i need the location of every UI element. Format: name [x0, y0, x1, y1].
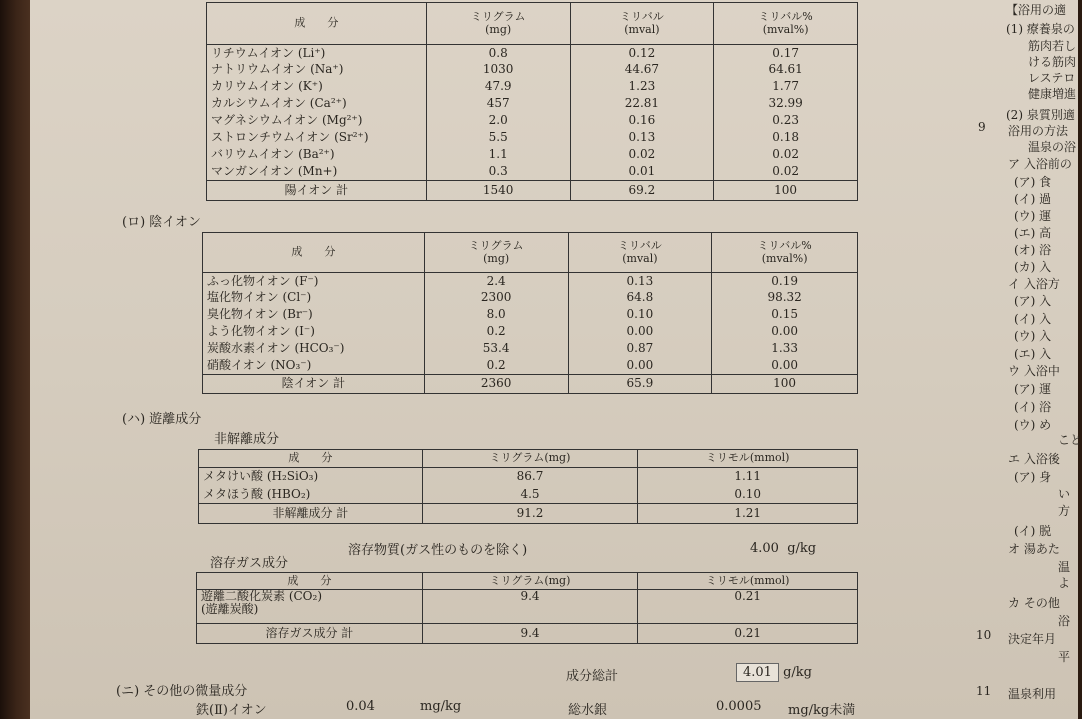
table-row: 炭酸水素イオン (HCO₃⁻) 53.4 0.87 1.33 [203, 341, 858, 358]
total-label: 成分総計 [566, 669, 619, 684]
table-row: 遊離二酸化炭素 (CO₂) (遊離炭酸) 9.4 0.21 [197, 590, 858, 624]
header-mval-pct: ミリバル% (mval%) [714, 3, 858, 45]
gas-title: 溶存ガス成分 [210, 556, 289, 571]
table-row: カルシウムイオン (Ca²⁺) 457 22.81 32.99 [207, 96, 858, 113]
dissolved-value: 4.00 g/kg [750, 541, 817, 556]
nondissoc-title: 非解離成分 [214, 432, 280, 447]
document-page: 成 分 ミリグラム (mg) ミリバル (mval) ミリバル% (mval%) リチウムイオン (Li⁺) 0.8 0.12 0.17 ナトリウムイオン (Na⁺) 1030 44.67 64.61 カリウムイオン (K⁺) 47.9 1.23 1.77 カルシウムイオン (Ca²⁺) 457 22.81 32.99 マグネシウムイオン (Mg²⁺) 2.0 0.16 0.23 ストロンチウムイオン (Sr²⁺) 5.5 0.13 0.18 バリウムイオン (Ba²⁺) 1.1 0.02 0.02 マンガンイオン (Mn+) 0.3 0.01 0.02 陽イオン 計 1540 69.2 100 (ロ) 陰イオン 成 分 ミリグラム (mg) ミリバル (mval) ミリバル% (mval%) ふっ化物イオン (F⁻) 2.4 0.13 0.19 塩化物イオン (Cl⁻) 2300 64.8 98.32 臭化物イオン (Br⁻) 8.0 0.10 0.15 よう化物イオン (I⁻) 0.2 0.00 0.00 炭酸水素イオン (HCO₃⁻) 53.4 0.87 1.33 硝酸イオン (NO₃⁻) 0.2 0.00 0.00 陰イオン 計 2360 65.9 100 (ハ) 遊離成分 非解離成分 成 分 ミリグラム(mg) ミリモル(mmol) メタけい酸 (H₂SiO₃) 86.7 1.11 メタほう酸 (HBO₂) 4.5 0.10 非解離成分 計 91.2 1.21 溶存物質(ガス性のものを除く) 4.00 g/kg 溶存ガス成分 成 分 ミリグラム(mg) ミリモル(mmol) 遊離二酸化炭素 (CO₂) (遊離炭酸) 9.4 0.21 溶存ガス成分 計 9.4 0.21 成分総計 4.01 g/kg (ニ) その他の微量成分 鉄(Ⅱ)イオン 0.04 mg/kg 総水銀 0.0005 mg/kg未満 9 10 11 【浴用の適 (1) 療養泉の 筋肉若し ける筋肉 レステロ 健康増進 (2) 泉質別適 浴用の方法 温泉の浴 ア 入浴前の (ア) 食 (イ) 過 (ウ) 運 (エ) 高 (オ) 浴 (カ) 入 イ 入浴方 (ア) 入 (イ) 入 (ウ) 入 (エ) 入 ウ 入浴中 (ア) 運 (イ) 浴 (ウ) め こと エ 入浴後 (ア) 身 い 方 (イ) 脱 オ 湯あた 温 よ カ その他 浴 決定年月 平 温泉利用 [30, 0, 1078, 719]
table-total-row: 陰イオン 計 2360 65.9 100 [203, 375, 858, 394]
table-row: メタほう酸 (HBO₂) 4.5 0.10 [199, 486, 858, 504]
header-component: 成 分 [203, 233, 425, 273]
table-row: 塩化物イオン (Cl⁻) 2300 64.8 98.32 [203, 290, 858, 307]
table-header-row [197, 573, 858, 590]
table-total-row: 非解離成分 計 91.2 1.21 [199, 504, 858, 524]
right-number-11: 11 [976, 684, 992, 698]
free-section-title: (ハ) 遊離成分 [122, 412, 202, 427]
total-value: 4.01 g/kg [736, 665, 812, 680]
right-number-9: 9 [978, 120, 986, 134]
header-mg: ミリグラム(mg) [422, 573, 638, 590]
header-mval: ミリバル (mval) [570, 3, 714, 45]
table-header-row [207, 3, 858, 45]
table-row: バリウムイオン (Ba²⁺) 1.1 0.02 0.02 [207, 147, 858, 164]
header-mg: ミリグラム (mg) [424, 233, 568, 273]
table-row: ストロンチウムイオン (Sr²⁺) 5.5 0.13 0.18 [207, 130, 858, 147]
header-component: 成 分 [207, 3, 427, 45]
header-mval-pct: ミリバル% (mval%) [712, 233, 858, 273]
table-row: ふっ化物イオン (F⁻) 2.4 0.13 0.19 [203, 273, 858, 290]
table-header-row [203, 233, 858, 273]
table-total-row: 溶存ガス成分 計 9.4 0.21 [197, 624, 858, 644]
anion-section-title: (ロ) 陰イオン [122, 215, 201, 230]
table-row: メタけい酸 (H₂SiO₃) 86.7 1.11 [199, 468, 858, 486]
header-mmol: ミリモル(mmol) [638, 450, 858, 468]
table-row: マンガンイオン (Mn+) 0.3 0.01 0.02 [207, 164, 858, 181]
trace-section-title: (ニ) その他の微量成分 [116, 684, 248, 699]
right-number-10: 10 [976, 628, 992, 642]
table-total-row: 陽イオン 計 1540 69.2 100 [207, 181, 858, 201]
table-row: よう化物イオン (I⁻) 0.2 0.00 0.00 [203, 324, 858, 341]
table-row: カリウムイオン (K⁺) 47.9 1.23 1.77 [207, 79, 858, 96]
header-mmol: ミリモル(mmol) [638, 573, 858, 590]
header-component: 成 分 [197, 573, 423, 590]
right-column-text: 【浴用の適 (1) 療養泉の 筋肉若し ける筋肉 レステロ 健康増進 (2) 泉質別適 浴用の方法 温泉の浴 ア 入浴前の (ア) 食 (イ) 過 (ウ) 運 (エ) 高 (オ) 浴 (カ) 入 イ 入浴方 (ア) 入 (イ) 入 (ウ) 入 (エ) 入 ウ 入浴中 (ア) 運 (イ) 浴 (ウ) め こと エ 入浴後 (ア) 身 い 方 (イ) 脱 オ 湯あた 温 よ カ その他 浴 決定年月 平 温泉利用 [1006, 3, 1082, 701]
wall-frame [0, 0, 30, 719]
table-row: 臭化物イオン (Br⁻) 8.0 0.10 0.15 [203, 307, 858, 324]
header-mg: ミリグラム(mg) [422, 450, 638, 468]
header-component: 成 分 [199, 450, 423, 468]
table-row: リチウムイオン (Li⁺) 0.8 0.12 0.17 [207, 45, 858, 62]
table-header-row [199, 450, 858, 468]
dissolved-label: 溶存物質(ガス性のものを除く) [348, 543, 528, 558]
gas-table [196, 572, 858, 644]
nondissoc-table [198, 449, 858, 524]
header-mg: ミリグラム (mg) [426, 3, 570, 45]
table-row: マグネシウムイオン (Mg²⁺) 2.0 0.16 0.23 [207, 113, 858, 130]
anion-table [202, 232, 858, 394]
table-row: ナトリウムイオン (Na⁺) 1030 44.67 64.61 [207, 62, 858, 79]
header-mval: ミリバル (mval) [568, 233, 712, 273]
table-row: 硝酸イオン (NO₃⁻) 0.2 0.00 0.00 [203, 358, 858, 375]
cation-table [206, 2, 858, 201]
